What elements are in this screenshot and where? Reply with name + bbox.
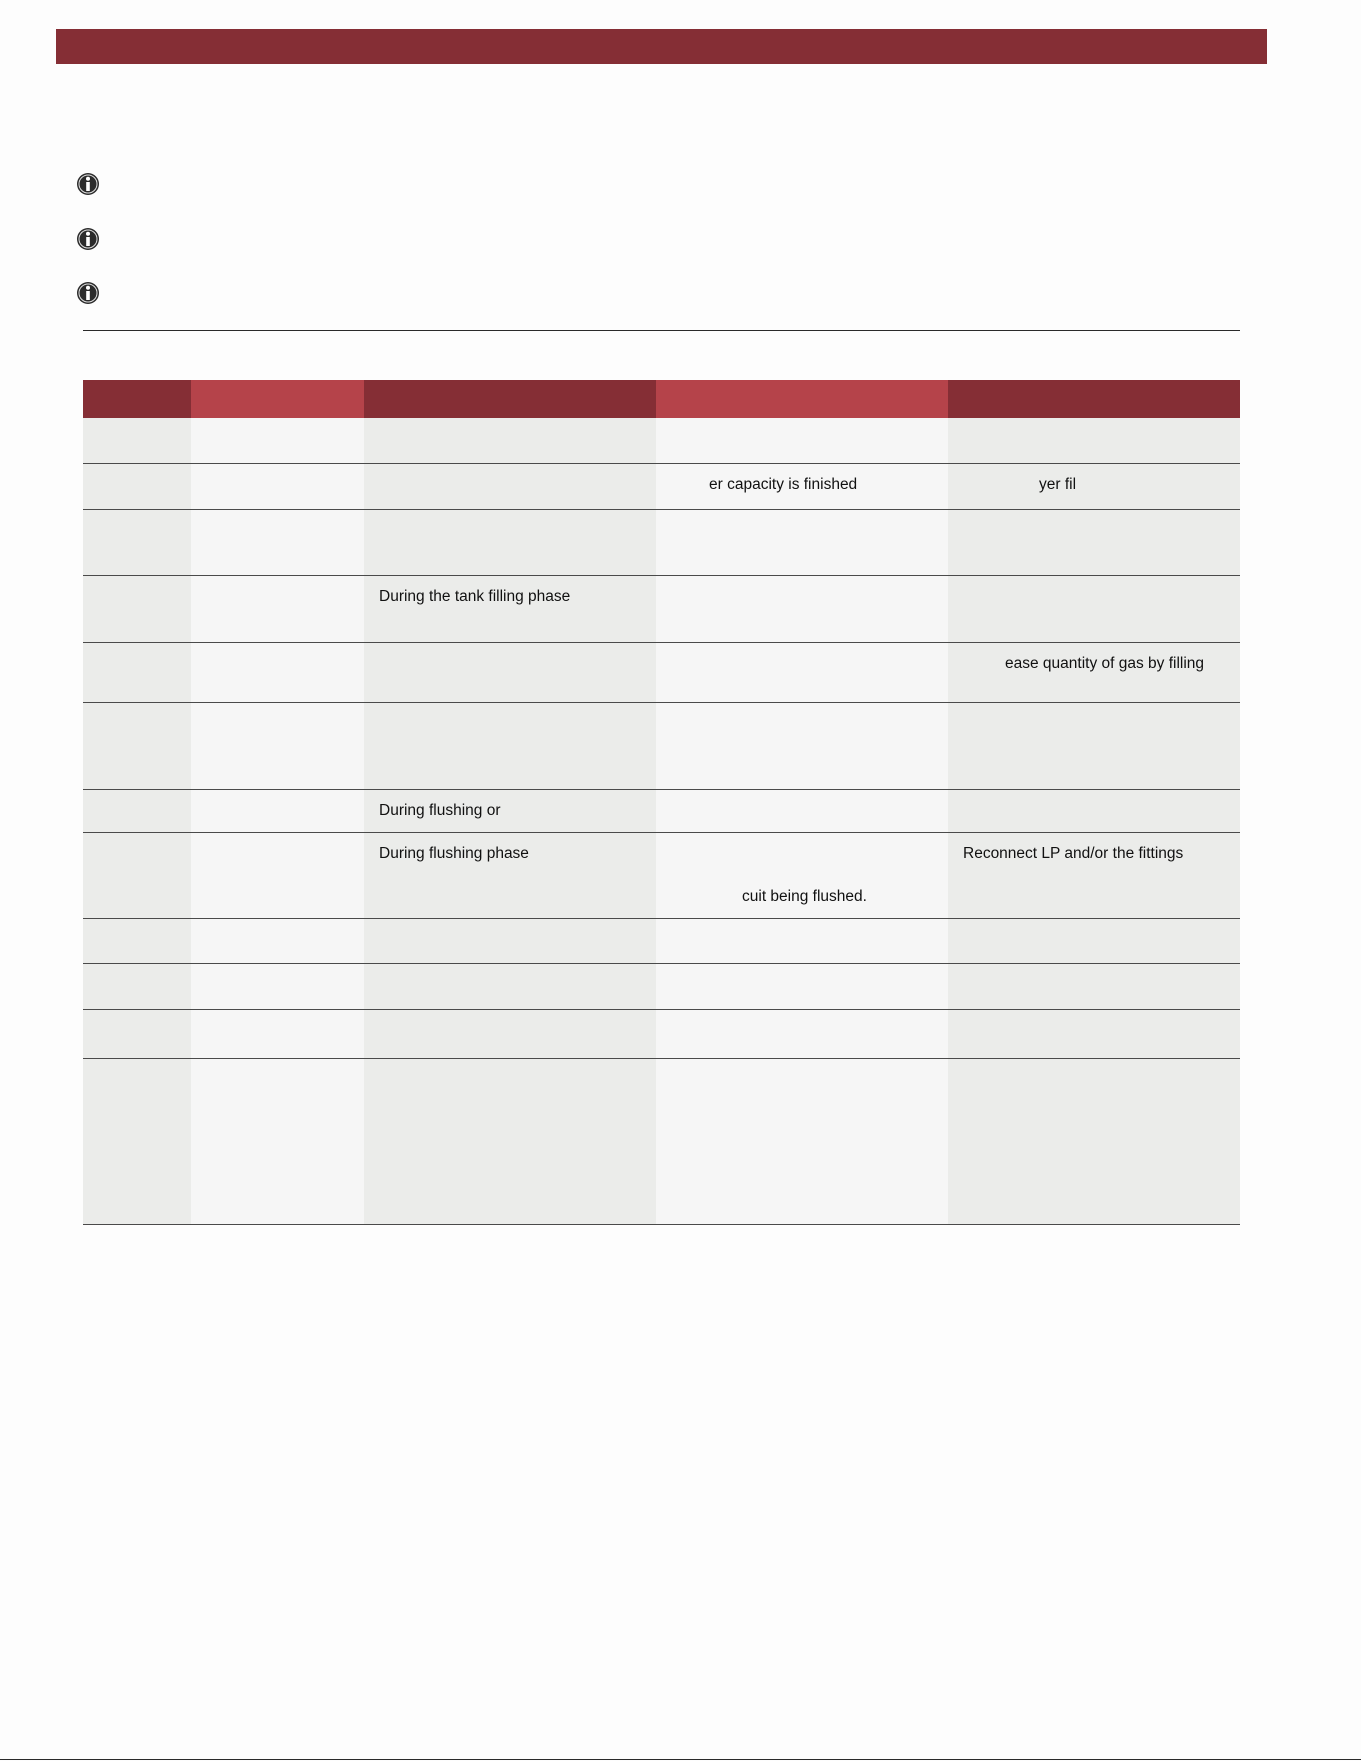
table-cell [191,642,364,702]
table-cell: During flushing phase [364,832,656,918]
table-cell [656,575,948,642]
troubleshooting-table [83,380,1240,1225]
note-text [112,172,1212,196]
page-bottom-rule [0,1759,1361,1760]
note-text [112,227,1212,251]
table-cell: er capacity is finished [656,463,948,509]
table-cell [83,1058,191,1224]
table-row [83,963,1240,1009]
table-cell [83,642,191,702]
table-header-row [83,380,1240,418]
table-cell [364,918,656,963]
table-cell [83,575,191,642]
table-cell: Reconnect LP and/or the fittings [948,832,1240,918]
table-cell [948,1058,1240,1224]
table-cell [364,463,656,509]
table-cell: yer fil [948,463,1240,509]
table-cell [83,789,191,832]
top-banner [56,29,1267,64]
table-cell [191,963,364,1009]
table-cell [656,509,948,575]
table-cell: During flushing or [364,789,656,832]
table-cell: ease quantity of gas by filling [948,642,1240,702]
table-row [83,832,1240,918]
table-cell [191,418,364,463]
table-cell [83,918,191,963]
table-cell [948,918,1240,963]
table-cell [364,418,656,463]
table-cell [83,509,191,575]
table-cell [656,918,948,963]
table-cell [948,789,1240,832]
table-cell [948,575,1240,642]
table-cell [364,642,656,702]
table-cell [948,702,1240,789]
table-cell [83,702,191,789]
table-header-cell [191,380,364,418]
table-cell [656,1009,948,1058]
table-cell [191,832,364,918]
table-cell [656,789,948,832]
table-cell: During the tank filling phase [364,575,656,642]
table-cell [948,1009,1240,1058]
section-divider [83,330,1240,331]
table-header-cell [364,380,656,418]
table-header-cell [948,380,1240,418]
table-row [83,642,1240,702]
info-icon [76,227,100,251]
table-row [83,918,1240,963]
note-text [112,281,1212,305]
table-cell [191,575,364,642]
table-row [83,789,1240,832]
table-cell [83,832,191,918]
info-icon [76,281,100,305]
table-cell [948,418,1240,463]
table-cell [83,463,191,509]
table-cell [364,1058,656,1224]
table-cell [83,1009,191,1058]
table-cell [191,509,364,575]
table-cell [364,963,656,1009]
table-cell [364,702,656,789]
table-cell: cuit being flushed. [656,832,948,918]
table-row [83,1058,1240,1224]
table-cell [191,1058,364,1224]
info-icon [76,172,100,196]
table-cell [191,918,364,963]
table-cell [656,642,948,702]
table-row [83,463,1240,509]
table-cell [83,963,191,1009]
corner-mark [1200,1752,1350,1761]
table-cell [948,963,1240,1009]
table-row [83,509,1240,575]
table-header-cell [656,380,948,418]
table-row [83,418,1240,463]
table-cell [364,1009,656,1058]
table-cell [656,1058,948,1224]
table-cell [948,509,1240,575]
table-cell [83,418,191,463]
table-cell [656,702,948,789]
table-cell [364,509,656,575]
table-row [83,1009,1240,1058]
table-cell [191,1009,364,1058]
table-header-cell [83,380,191,418]
table-cell [656,418,948,463]
table-cell [656,963,948,1009]
table-row [83,575,1240,642]
table-cell [191,463,364,509]
table-row [83,702,1240,789]
table-cell [191,702,364,789]
table-cell [191,789,364,832]
